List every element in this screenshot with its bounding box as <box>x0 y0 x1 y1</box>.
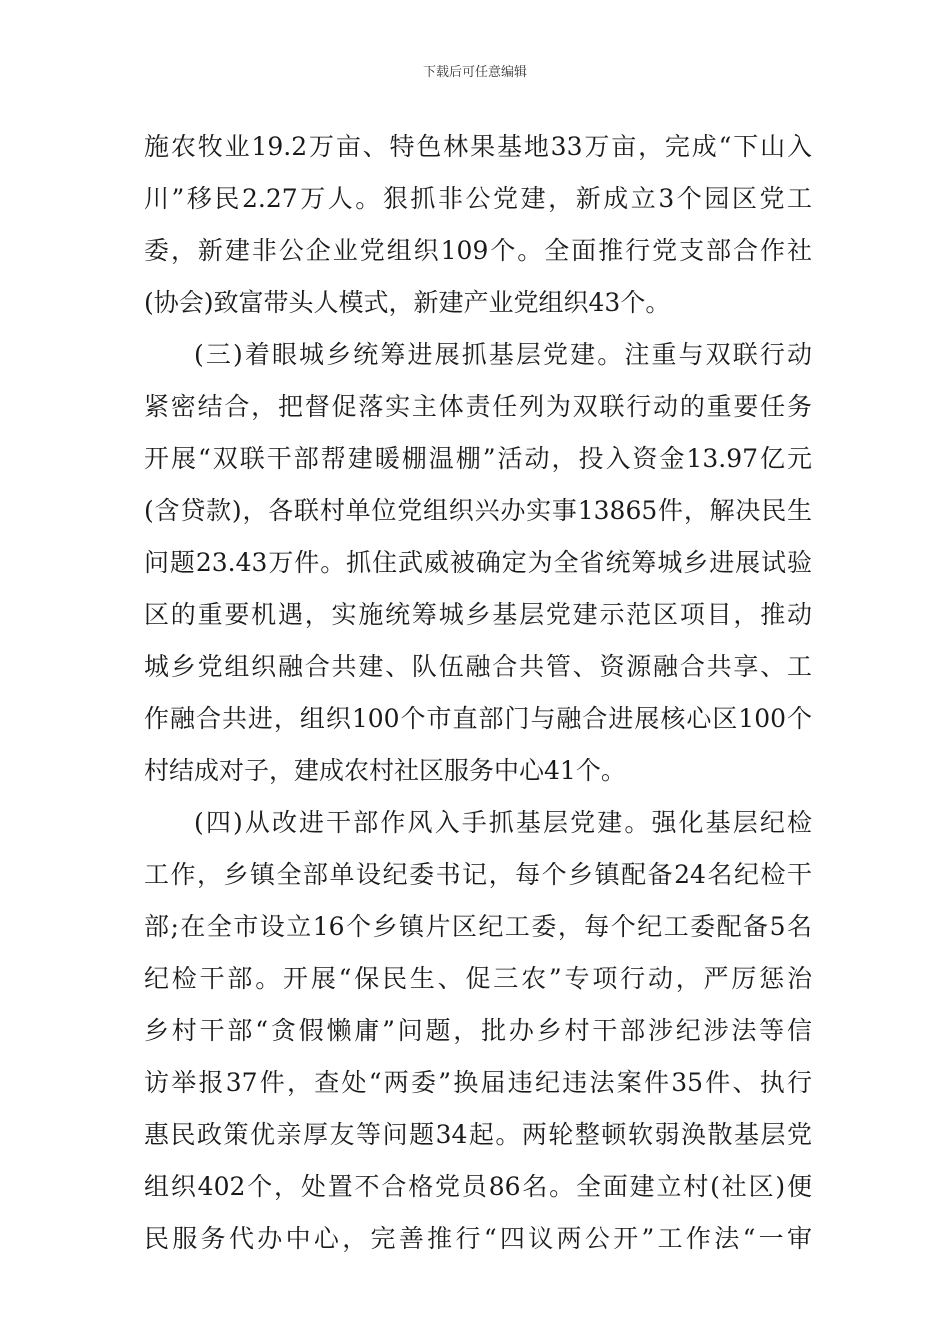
text-line: 作融合共进，组织100个市直部门与融合进展核心区100个 <box>144 704 812 733</box>
text-line: 紧密结合，把督促落实主体责任列为双联行动的重要任务 <box>144 392 812 421</box>
text-line: (三)着眼城乡统筹进展抓基层党建。注重与双联行动 <box>194 340 812 369</box>
page-header: 下载后可任意编辑 <box>422 65 527 80</box>
text-line: 乡村干部“贪假懒庸”问题，批办乡村干部涉纪涉法等信 <box>144 1016 812 1045</box>
text-line: 部;在全市设立16个乡镇片区纪工委，每个纪工委配备5名 <box>144 912 812 941</box>
text-line: 问题23.43万件。抓住武威被确定为全省统筹城乡进展试验 <box>144 548 812 577</box>
text-line: (含贷款)，各联村单位党组织兴办实事13865件，解决民生 <box>144 496 812 525</box>
text-line: 川”移民2.27万人。狠抓非公党建，新成立3个园区党工 <box>144 184 812 213</box>
text-line: 纪检干部。开展“保民生、促三农”专项行动，严厉惩治 <box>144 964 812 993</box>
text-line: 组织402个，处置不合格党员86名。全面建立村(社区)便 <box>144 1172 812 1201</box>
text-line: (协会)致富带头人模式，新建产业党组织43个。 <box>144 288 671 317</box>
text-line: 开展“双联干部帮建暖棚温棚”活动，投入资金13.97亿元 <box>144 444 812 473</box>
text-line: (四)从改进干部作风入手抓基层党建。强化基层纪检 <box>194 808 812 837</box>
text-line: 工作，乡镇全部单设纪委书记，每个乡镇配备24名纪检干 <box>144 860 812 889</box>
text-line: 访举报37件，查处“两委”换届违纪违法案件35件、执行 <box>144 1068 812 1097</box>
text-line: 区的重要机遇，实施统筹城乡基层党建示范区项目，推动 <box>144 600 812 629</box>
text-line: 村结成对子，建成农村社区服务中心41个。 <box>144 756 626 785</box>
text-line: 委，新建非公企业党组织109个。全面推行党支部合作社 <box>144 236 812 265</box>
text-line: 惠民政策优亲厚友等问题34起。两轮整顿软弱涣散基层党 <box>144 1120 812 1149</box>
text-line: 民服务代办中心，完善推行“四议两公开”工作法“一审 <box>144 1224 812 1253</box>
document-body <box>144 121 812 1265</box>
text-line: 施农牧业19.2万亩、特色林果基地33万亩，完成“下山入 <box>144 132 812 161</box>
text-line: 城乡党组织融合共建、队伍融合共管、资源融合共享、工 <box>144 652 812 681</box>
